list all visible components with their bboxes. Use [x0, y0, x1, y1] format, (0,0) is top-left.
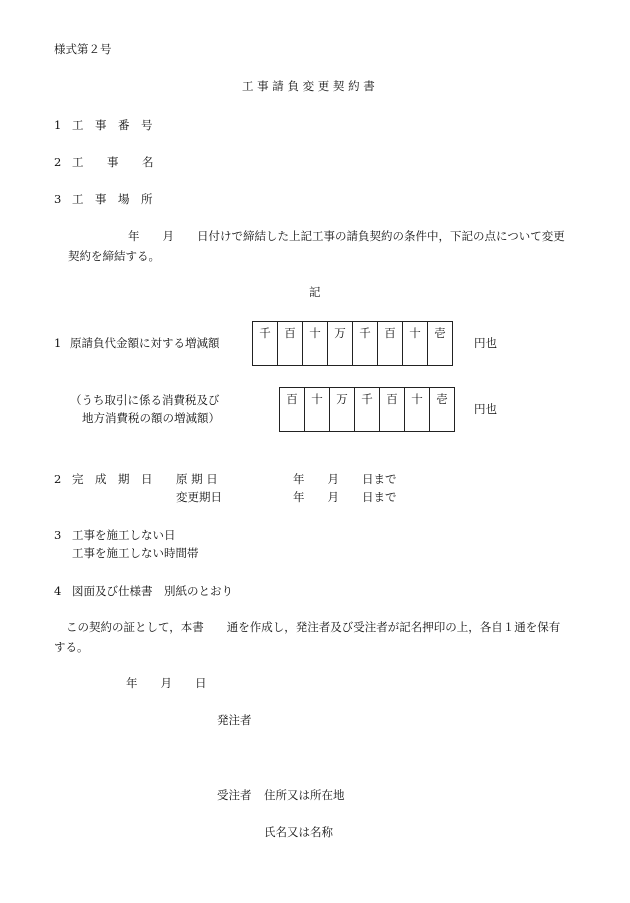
drawings-number: 4 — [54, 584, 62, 598]
drawings-text: 図面及び仕様書 別紙のとおり — [72, 584, 233, 598]
digit-cell[interactable]: 壱 — [428, 322, 453, 366]
amount-2-label-line-1: （うち取引に係る消費税及び — [70, 393, 220, 407]
orderer-label: 発注者 — [217, 713, 252, 727]
changed-date-label: 変更期日 — [176, 490, 222, 504]
contract-date[interactable]: 年 月 日 — [126, 676, 207, 690]
completion-label: 完 成 期 日 — [72, 472, 153, 486]
digit-cell[interactable]: 十 — [403, 322, 428, 366]
item-3-label: 工 事 場 所 — [72, 192, 153, 206]
item-1-label: 工 事 番 号 — [72, 118, 153, 132]
item-3-number: 3 — [54, 192, 62, 206]
changed-date-value[interactable]: 年 月 日まで — [293, 490, 397, 504]
amount-2-unit: 円也 — [474, 402, 497, 416]
digit-cell[interactable]: 万 — [328, 322, 353, 366]
original-date-value[interactable]: 年 月 日まで — [293, 472, 397, 486]
non-work-number: 3 — [54, 528, 62, 542]
amount-1-label: 原請負代金額に対する増減額 — [70, 336, 220, 350]
form-number: 様式第２号 — [54, 42, 112, 56]
original-date-label: 原 期 日 — [176, 472, 218, 486]
closing-line-2: する。 — [54, 640, 89, 654]
intro-line-1: 年 月 日付けで締結した上記工事の請負契約の条件中，下記の点について変更 — [128, 229, 565, 243]
item-2-label-c: 名 — [142, 155, 154, 169]
digit-cell[interactable]: 百 — [378, 322, 403, 366]
digit-cell[interactable]: 千 — [355, 388, 380, 432]
contractor-label: 受注者 — [217, 788, 252, 802]
digit-cell[interactable]: 十 — [405, 388, 430, 432]
intro-line-2: 契約を締結する。 — [68, 249, 160, 263]
amount-1-unit: 円也 — [474, 336, 497, 350]
digit-cell[interactable]: 千 — [253, 322, 278, 366]
closing-line-1: この契約の証として，本書 通を作成し，発注者及び受注者が記名押印の上，各自１通を保有 — [66, 620, 561, 634]
non-work-days: 工事を施工しない日 — [72, 528, 176, 542]
digit-cell[interactable]: 十 — [305, 388, 330, 432]
item-1-number: 1 — [54, 118, 62, 132]
digit-cell[interactable]: 百 — [278, 322, 303, 366]
document-title: 工 事 請 負 変 更 契 約 書 — [242, 79, 375, 93]
contractor-address-label: 住所又は所在地 — [264, 788, 345, 802]
digit-cell[interactable]: 壱 — [430, 388, 455, 432]
non-work-hours: 工事を施工しない時間帯 — [72, 546, 199, 560]
amount-1-digit-table — [252, 321, 453, 366]
digit-cell[interactable]: 千 — [353, 322, 378, 366]
digit-cell[interactable]: 十 — [303, 322, 328, 366]
digit-cell[interactable]: 万 — [330, 388, 355, 432]
item-2-label-b: 事 — [107, 155, 119, 169]
amount-2-label-line-2: 地方消費税の額の増減額） — [82, 411, 220, 425]
completion-number: 2 — [54, 472, 62, 486]
contractor-name-label: 氏名又は名称 — [264, 825, 333, 839]
digit-cell[interactable]: 百 — [280, 388, 305, 432]
ki-heading: 記 — [309, 285, 321, 299]
digit-cell[interactable]: 百 — [380, 388, 405, 432]
item-2-number: 2 — [54, 155, 62, 169]
item-2-label-a: 工 — [72, 155, 84, 169]
amount-2-digit-table — [279, 387, 455, 432]
amount-1-number: 1 — [54, 336, 62, 350]
